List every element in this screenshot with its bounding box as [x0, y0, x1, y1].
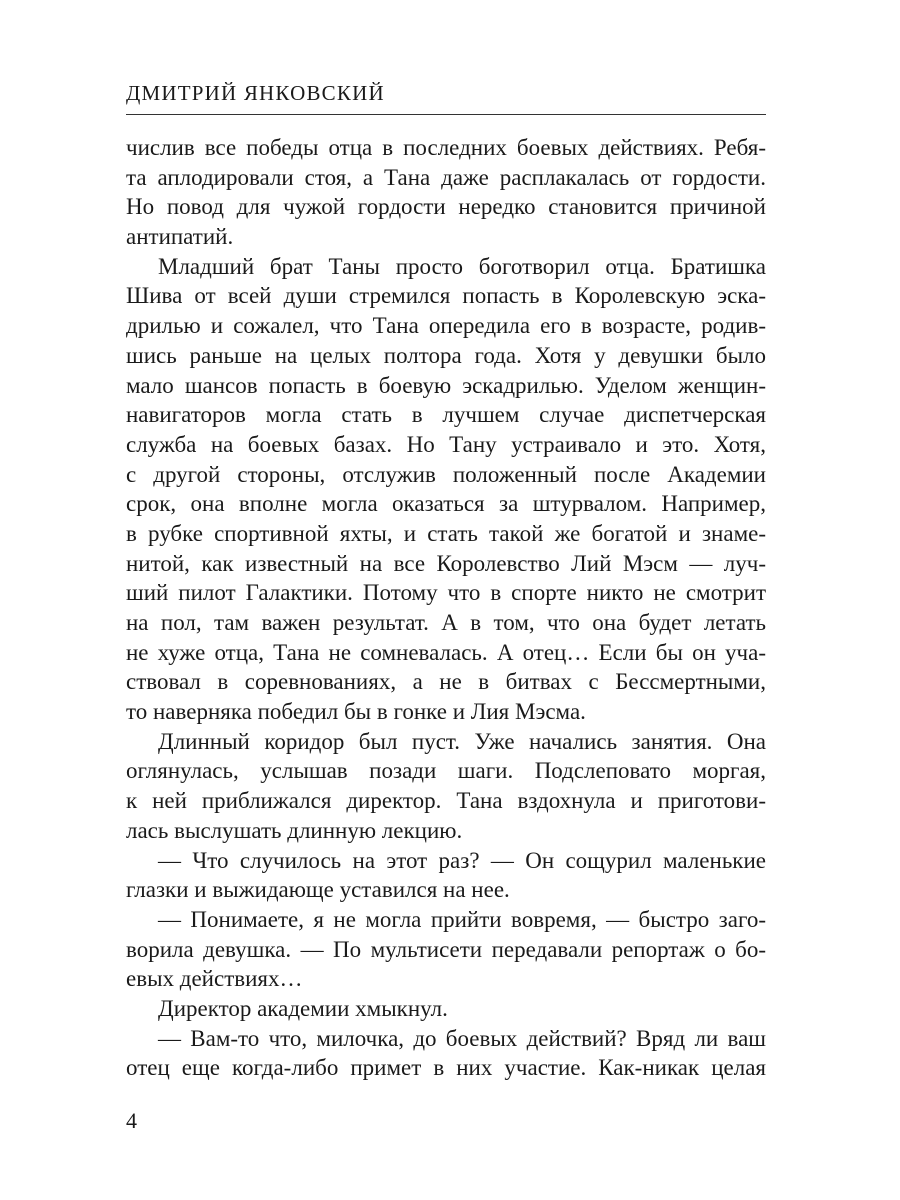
text-line: нитой, как известный на все Королевство Лий Мэсм — луч-: [126, 550, 766, 576]
text-line: — Вам-то что, милочка, до боевых действий? Вряд ли ваш: [158, 1025, 766, 1051]
text-line: евых действиях…: [126, 966, 303, 992]
text-line: Директор академии хмыкнул.: [158, 995, 448, 1021]
text-line: та аплодировали стоя, а Тана даже расплакалась от гордости.: [126, 164, 766, 190]
text-line: с другой стороны, отслужив положенный после Академии: [126, 461, 766, 487]
text-line: ший пилот Галактики. Потому что в спорте никто не смотрит: [126, 580, 766, 606]
text-line: лась выслушать длинную лекцию.: [126, 817, 463, 843]
text-line: — Что случилось на этот раз? — Он сощурил маленькие: [158, 847, 766, 873]
page-number: 4: [126, 1108, 137, 1133]
text-line: шись раньше на целых полтора года. Хотя у девушки было: [126, 342, 766, 368]
text-line: в рубке спортивной яхты, и стать такой же богатой и знаме-: [126, 520, 766, 546]
text-line: — Понимаете, я не могла прийти вовремя, — быстро заго-: [158, 906, 766, 932]
text-line: Шива от всей души стремился попасть в Королевскую эска-: [126, 283, 766, 309]
text-line: ворила девушка. — По мультисети передавали репортаж о бо-: [126, 936, 766, 962]
running-head-author: ДМИТРИЙ ЯНКОВСКИЙ: [126, 81, 385, 105]
text-line: к ней приближался директор. Тана вздохнула и приготови-: [126, 788, 766, 814]
text-line: глазки и выжидающе уставился на нее.: [126, 877, 510, 903]
text-line: антипатий.: [126, 224, 234, 250]
text-line: числив все победы отца в последних боевых действиях. Ребя-: [126, 135, 766, 160]
header-rule: [126, 114, 766, 115]
text-line: ствовал в соревнованиях, а не в битвах с Бессмертными,: [126, 669, 766, 695]
text-line: навигаторов могла стать в лучшем случае диспетчерская: [126, 402, 766, 428]
text-line: отец еще когда-либо примет в них участие. Как-никак целая: [126, 1055, 766, 1081]
text-line: срок, она вполне могла оказаться за штурвалом. Например,: [126, 491, 766, 517]
text-line: Длинный коридор был пуст. Уже начались занятия. Она: [158, 728, 766, 754]
body-text: [126, 133, 766, 1083]
text-line: дрилью и сожалел, что Тана опередила его в возрасте, родив-: [126, 313, 766, 339]
text-line: оглянулась, услышав позади шаги. Подслеповато моргая,: [126, 758, 766, 784]
text-line: служба на боевых базах. Но Тану устраивало и это. Хотя,: [126, 431, 766, 457]
text-line: мало шансов попасть в боевую эскадрилью. Уделом женщин-: [126, 372, 766, 398]
text-line: Но повод для чужой гордости нередко становится причиной: [126, 194, 766, 220]
text-line: Младший брат Таны просто боготворил отца. Братишка: [158, 253, 766, 279]
text-line: на пол, там важен результат. А в том, что она будет летать: [126, 610, 766, 635]
text-line: не хуже отца, Тана не сомневалась. А отец… Если бы он уча-: [126, 639, 766, 665]
text-line: то наверняка победил бы в гонке и Лия Мэсма.: [126, 699, 586, 725]
